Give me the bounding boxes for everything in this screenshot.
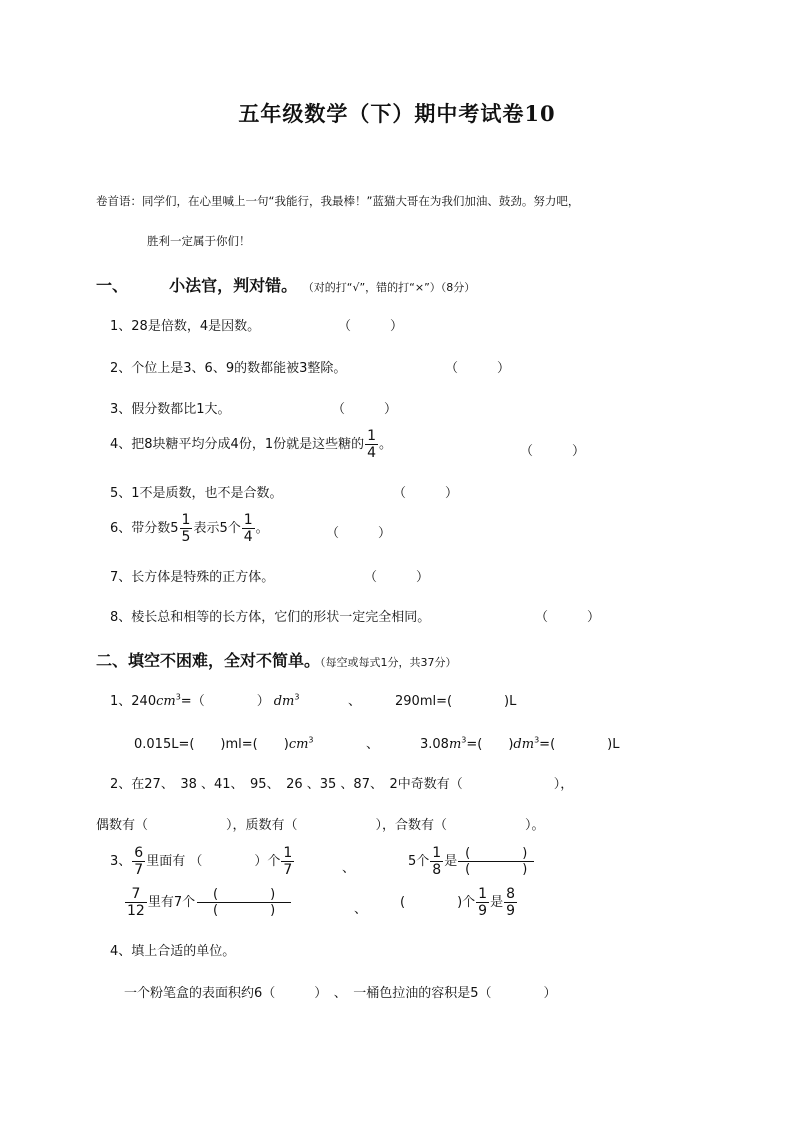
denominator: 5 xyxy=(181,529,191,545)
denominator: 4 xyxy=(367,445,377,461)
answer-blank-1-3[interactable]: （ ） xyxy=(332,402,398,417)
answer-blank-1-1[interactable]: （ ） xyxy=(338,319,404,334)
unit: cm xyxy=(288,737,309,752)
question-text: 是 xyxy=(490,895,504,910)
numerator: 1 xyxy=(283,845,293,861)
unit: dm xyxy=(273,694,295,709)
question-2-2-line1: 2、在27、 38 、41、 95、 26 、35 、87、 2中奇数有（ ）， xyxy=(110,777,574,792)
fraction xyxy=(476,886,489,919)
fraction xyxy=(180,512,193,545)
answer-blank-1-7[interactable]: （ ） xyxy=(364,570,430,585)
numerator: 6 xyxy=(134,845,144,861)
fraction xyxy=(365,428,378,461)
question-text: 。 xyxy=(379,437,393,452)
numerator: 1 xyxy=(478,886,488,902)
question-1-3: 3、假分数都比1大。 xyxy=(110,402,231,417)
question-text: ( )个 xyxy=(400,895,476,910)
separator: 、 xyxy=(354,902,368,917)
denominator-blank[interactable]: ( ) xyxy=(465,862,528,877)
fraction xyxy=(125,886,147,919)
preface-line-2: 胜利一定属于你们！ xyxy=(147,234,251,248)
denominator: 8 xyxy=(432,862,442,878)
section-1-heading xyxy=(96,273,475,296)
question-label: 3、 xyxy=(110,854,132,869)
question-2-1d: $3.08m^3=$( )$dm^3=$( )L xyxy=(420,735,620,752)
denominator: 7 xyxy=(134,862,144,878)
section-1-number: 一、 xyxy=(96,276,129,295)
section-1-note: （对的打“√”，错的打“×”）（8分） xyxy=(302,281,476,294)
question-1-5: 5、1不是质数，也不是合数。 xyxy=(110,486,283,501)
question-2-1a: 1、$240cm^3=$（ ） $dm^3$ xyxy=(110,692,300,709)
question-1-6 xyxy=(110,512,269,545)
fraction xyxy=(504,886,517,919)
question-text: 。 xyxy=(255,521,269,536)
answer-blank[interactable]: =（ ） xyxy=(180,694,270,709)
question-2-3a xyxy=(110,845,295,878)
preface-line-1: 卷首语：同学们，在心里喊上一句“我能行，我最棒！”蓝猫大哥在为我们加油、鼓劲。努力吧， xyxy=(96,194,580,208)
answer-blank-1-6[interactable]: （ ） xyxy=(326,526,392,541)
question-text: 是 xyxy=(444,854,458,869)
question-text: 表示5个 xyxy=(193,521,241,536)
answer-blank-1-2[interactable]: （ ） xyxy=(445,361,511,376)
denominator: 9 xyxy=(478,903,488,919)
question-2-3b xyxy=(408,845,535,878)
numerator: 7 xyxy=(125,886,147,903)
denominator: 4 xyxy=(243,529,253,545)
question-text: 5个 xyxy=(408,854,430,869)
question-text: 4、把8块糖平均分成4份，1份就是这些糖的 xyxy=(110,437,365,452)
question-text: 里面有 （ ）个 xyxy=(146,854,281,869)
question-text: 3.08 xyxy=(420,737,449,752)
question-text: 1、240 xyxy=(110,694,157,709)
question-1-1 xyxy=(110,315,260,334)
answer-fraction-blank[interactable] xyxy=(197,887,291,918)
answer-blank-1-8[interactable]: （ ） xyxy=(535,610,601,625)
numerator: 1 xyxy=(367,428,377,444)
separator: 、 xyxy=(348,694,362,709)
question-2-1b: 290ml=( )L xyxy=(395,694,517,709)
separator: 、 xyxy=(342,861,356,876)
fraction xyxy=(430,845,443,878)
separator: 、 xyxy=(366,737,380,752)
unit: dm xyxy=(513,737,535,752)
question-text: 里有7个 xyxy=(147,895,196,910)
numerator: 1 xyxy=(432,845,442,861)
numerator: 1 xyxy=(243,512,253,528)
section-1-title: 小法官，判对错。 xyxy=(169,276,298,295)
answer-blank-1-5[interactable]: （ ） xyxy=(393,486,459,501)
section-2-heading xyxy=(96,648,457,671)
question-1-2: 2、个位上是3、6、9的数都能被3整除。 xyxy=(110,361,347,376)
page-title: 五年级数学（下）期中考试卷10 xyxy=(238,101,556,126)
answer-blank[interactable]: =( )L xyxy=(539,737,620,752)
denominator-blank[interactable]: ( ) xyxy=(213,903,276,918)
question-1-4 xyxy=(110,428,392,461)
unit: cm xyxy=(156,694,176,709)
denominator: 12 xyxy=(127,903,145,919)
denominator: 9 xyxy=(506,903,516,919)
answer-blank-1-4[interactable]: （ ） xyxy=(520,444,586,459)
fraction xyxy=(281,845,294,878)
question-1-7: 7、长方体是特殊的正方体。 xyxy=(110,570,275,585)
answer-fraction-blank[interactable] xyxy=(458,846,534,877)
answer-blank[interactable]: =( ) xyxy=(466,737,514,752)
question-text: 6、带分数5 xyxy=(110,521,179,536)
question-text: 1、28是倍数，4是因数。 xyxy=(110,319,261,334)
numerator-blank[interactable]: ( ) xyxy=(458,846,534,862)
numerator-blank[interactable]: ( ) xyxy=(197,887,291,903)
question-2-3d xyxy=(400,886,518,919)
question-2-2-line2: 偶数有（ ），质数有（ ），合数有（ ）。 xyxy=(96,818,545,833)
section-2-note: （每空或每式1分，共37分） xyxy=(320,656,457,669)
question-2-4-title: 4、填上合适的单位。 xyxy=(110,944,236,959)
question-2-3c xyxy=(124,886,292,919)
numerator: 1 xyxy=(181,512,191,528)
question-text: 0.015L=( )ml=( ) xyxy=(134,737,289,752)
numerator: 8 xyxy=(506,886,516,902)
question-2-4-line: 一个粉笔盒的表面积约6（ ） 、 一桶色拉油的容积是5（ ） xyxy=(124,986,557,1001)
fraction xyxy=(242,512,255,545)
unit: m xyxy=(448,737,462,752)
question-2-1c: 0.015L=( )ml=( )$cm^3$ xyxy=(134,735,314,752)
section-2-title: 二、填空不困难，全对不简单。 xyxy=(96,651,321,670)
denominator: 7 xyxy=(283,862,293,878)
fraction xyxy=(132,845,145,878)
question-1-8: 8、棱长总和相等的长方体，它们的形状一定完全相同。 xyxy=(110,610,431,625)
